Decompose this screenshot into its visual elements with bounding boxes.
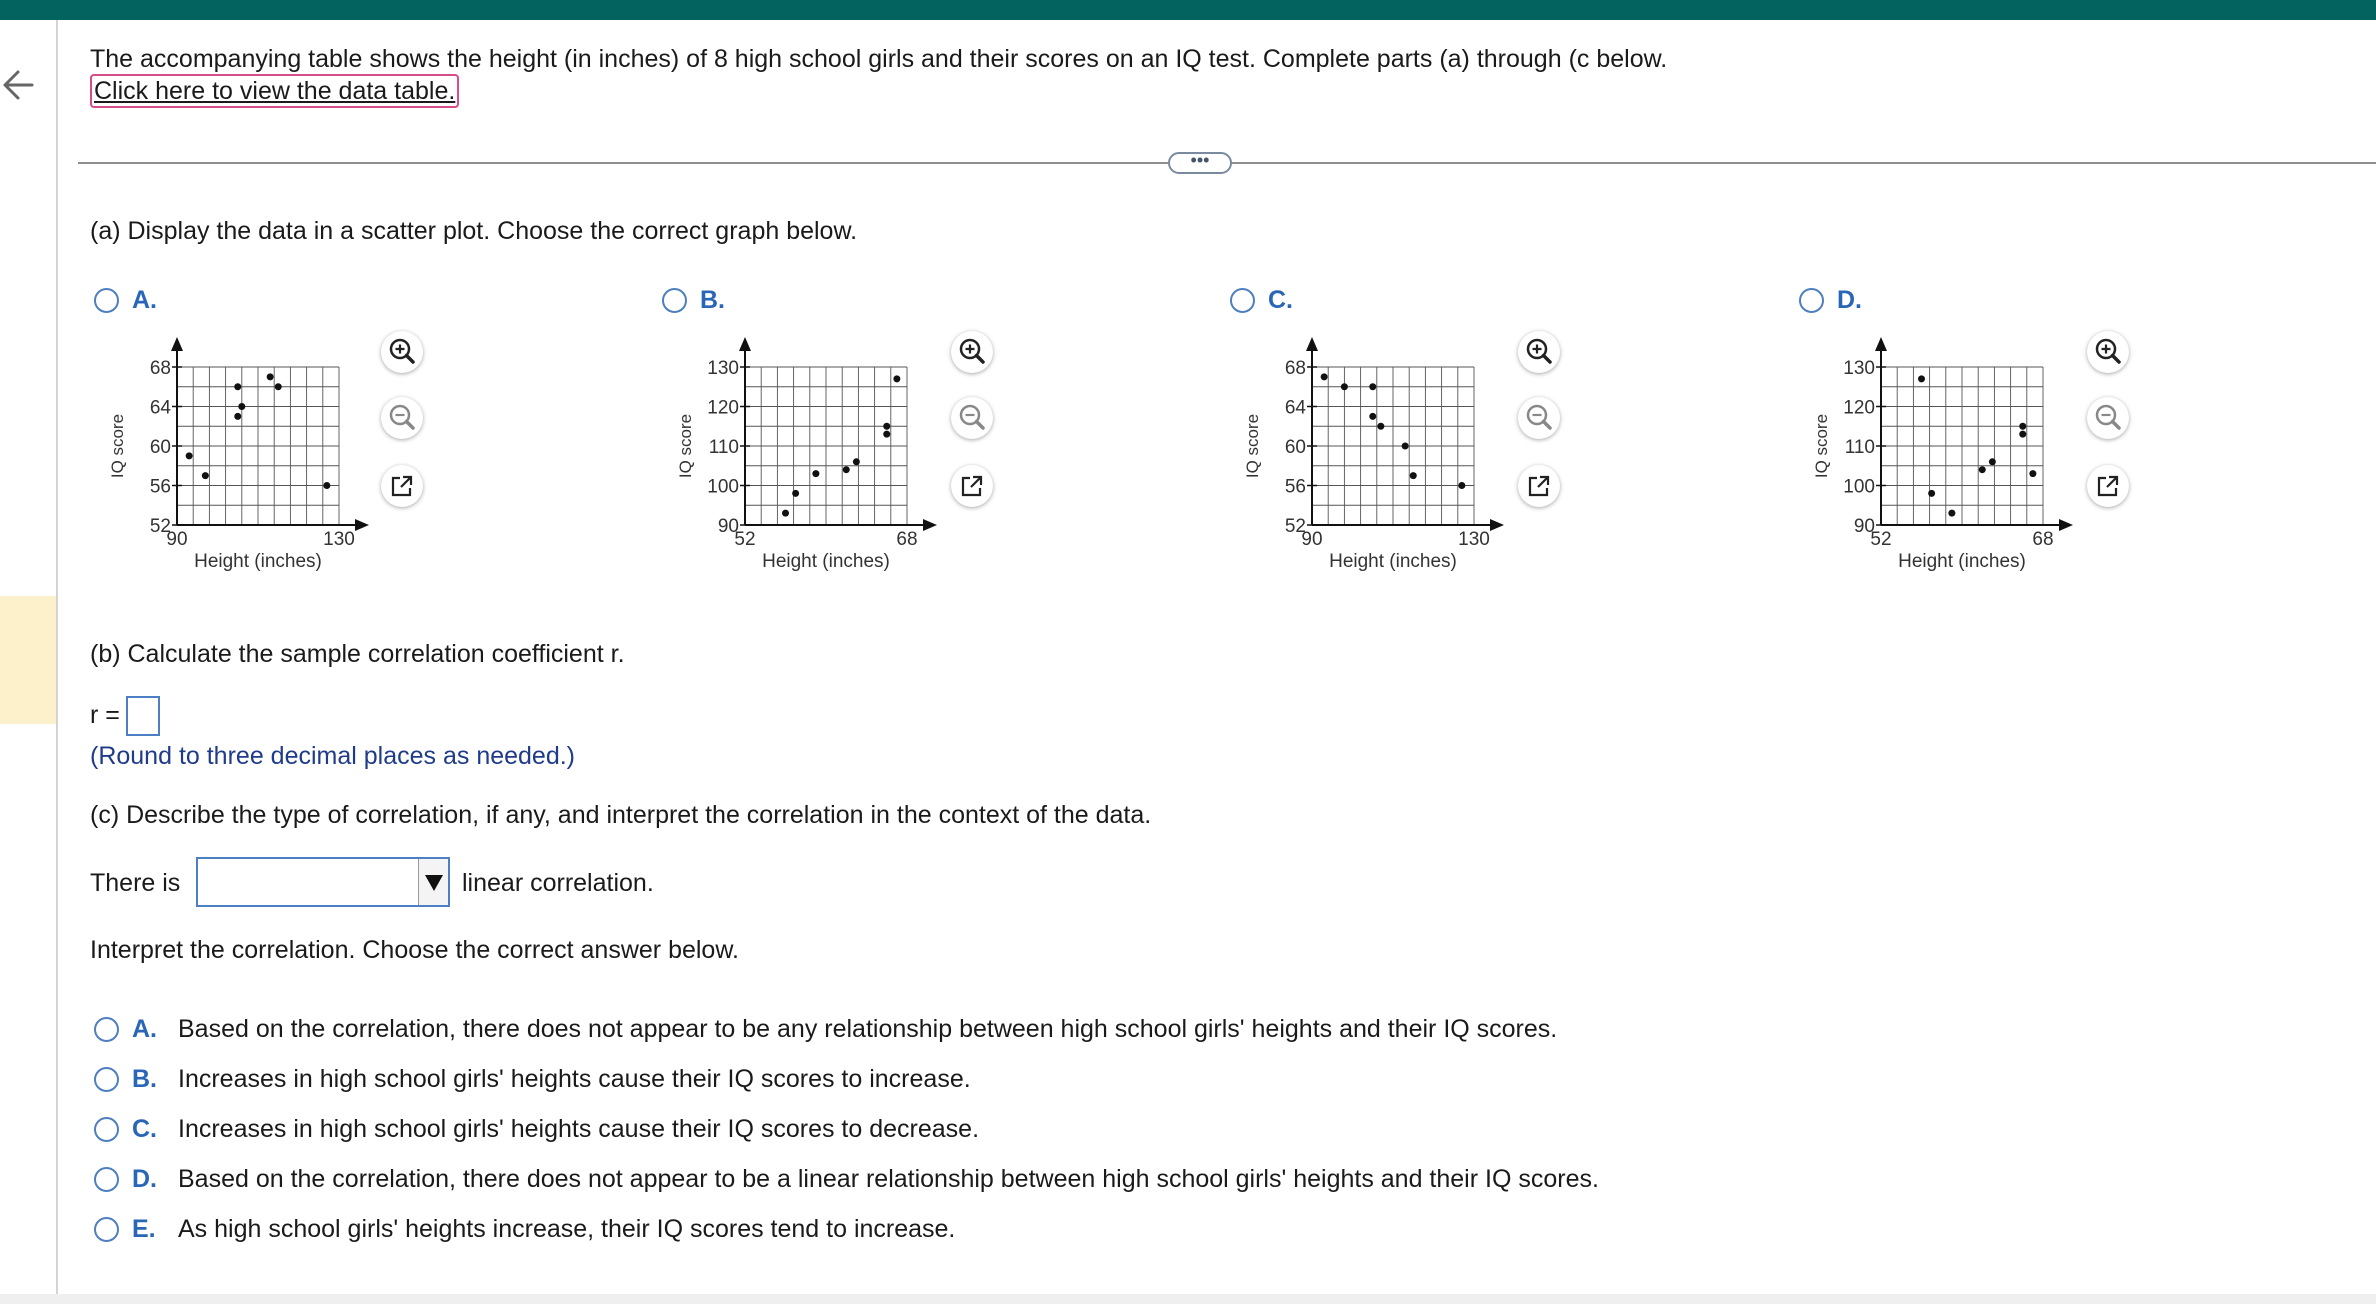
data-point (323, 482, 330, 489)
y-tick-label: 68 (149, 358, 171, 379)
x-tick-label: 52 (734, 529, 756, 550)
left-highlight-marker (0, 596, 56, 724)
data-point (2019, 431, 2026, 438)
y-axis-label: IQ score (1243, 413, 1262, 479)
data-point (186, 452, 193, 459)
zoom-in-icon[interactable] (2087, 331, 2129, 373)
answer-e-text: As high school girls' heights increase, their IQ scores tend to increase. (178, 1215, 956, 1243)
scatter-chart-a (95, 325, 355, 575)
data-point (1410, 472, 1417, 479)
y-tick-label: 110 (708, 437, 739, 458)
zoom-out-icon[interactable] (1518, 397, 1560, 439)
y-tick-label: 130 (707, 358, 739, 379)
open-new-window-icon[interactable] (2087, 465, 2129, 507)
data-table-link[interactable]: Click here to view the data table. (90, 74, 459, 108)
x-tick-label: 90 (166, 529, 188, 550)
answer-a-letter: A. (132, 1015, 157, 1043)
y-axis-arrow (1306, 337, 1318, 351)
dropdown-arrow-icon (418, 859, 448, 905)
data-point (238, 403, 245, 410)
option-b-radio[interactable] (662, 288, 687, 313)
scatter-plot (95, 325, 355, 575)
r-answer-input[interactable] (126, 696, 160, 736)
y-axis-arrow (1875, 337, 1887, 351)
data-point (1321, 373, 1328, 380)
zoom-in-icon[interactable] (951, 331, 993, 373)
y-tick-label: 52 (149, 516, 171, 537)
zoom-out-icon[interactable] (381, 397, 423, 439)
y-axis-arrow (739, 337, 751, 351)
scatter-plot (663, 325, 923, 575)
r-label: r = (90, 701, 120, 729)
x-axis-label: Height (inches) (1329, 551, 1457, 572)
y-tick-label: 120 (1843, 397, 1875, 419)
data-point (1989, 458, 1996, 465)
y-tick-label: 90 (717, 516, 739, 537)
data-point (853, 458, 860, 465)
x-tick-label: 130 (1458, 529, 1490, 550)
data-point (843, 466, 850, 473)
x-tick-label: 52 (1870, 529, 1892, 550)
y-tick-label: 68 (1284, 358, 1306, 379)
data-point (1377, 423, 1384, 430)
scatter-plot (1799, 325, 2059, 575)
answer-e-letter: E. (132, 1215, 156, 1243)
option-a-letter: A. (132, 286, 157, 314)
data-point (2029, 470, 2036, 477)
x-axis-label: Height (inches) (1898, 551, 2026, 572)
answer-c-radio[interactable] (94, 1117, 119, 1142)
rounding-note: (Round to three decimal places as needed.) (90, 742, 576, 770)
y-tick-label: 56 (149, 476, 171, 498)
answer-c-text: Increases in high school girls' heights cause their IQ scores to decrease. (178, 1115, 980, 1143)
part-b-prompt: (b) Calculate the sample correlation coefficient r. (90, 640, 625, 668)
y-axis-label: IQ score (1812, 413, 1831, 479)
x-tick-label: 68 (896, 529, 918, 550)
data-point (1928, 490, 1935, 497)
data-point (782, 510, 789, 517)
answer-d-radio[interactable] (94, 1167, 119, 1192)
data-point (883, 423, 890, 430)
option-d-radio[interactable] (1799, 288, 1824, 313)
y-tick-label: 64 (149, 397, 171, 419)
more-button[interactable]: ••• (1168, 152, 1232, 174)
y-tick-label: 90 (1853, 516, 1875, 537)
left-divider (56, 20, 58, 1304)
open-new-window-icon[interactable] (951, 465, 993, 507)
data-point (893, 375, 900, 382)
x-axis-arrow (355, 519, 369, 531)
scatter-chart-b (663, 325, 923, 575)
y-tick-label: 52 (1284, 516, 1306, 537)
y-tick-label: 120 (707, 397, 739, 419)
there-is-label: There is (90, 869, 181, 897)
back-arrow-icon[interactable] (0, 60, 40, 110)
data-point (1918, 375, 1925, 382)
option-c-radio[interactable] (1230, 288, 1255, 313)
x-axis-arrow (1490, 519, 1504, 531)
answer-a-radio[interactable] (94, 1017, 119, 1042)
option-a-radio[interactable] (94, 288, 119, 313)
zoom-out-icon[interactable] (2087, 397, 2129, 439)
option-d-letter: D. (1837, 286, 1862, 314)
data-point (1979, 466, 1986, 473)
correlation-type-dropdown[interactable] (196, 857, 450, 907)
y-tick-label: 56 (1284, 476, 1306, 498)
interpret-prompt: Interpret the correlation. Choose the correct answer below. (90, 936, 739, 964)
data-point (792, 490, 799, 497)
data-point (1369, 383, 1376, 390)
x-axis-label: Height (inches) (194, 551, 322, 572)
data-point (275, 383, 282, 390)
scatter-chart-d (1799, 325, 2059, 575)
x-tick-label: 90 (1301, 529, 1323, 550)
answer-b-letter: B. (132, 1065, 157, 1093)
answer-e-radio[interactable] (94, 1217, 119, 1242)
y-tick-label: 64 (1284, 397, 1306, 419)
part-c-prompt: (c) Describe the type of correlation, if any, and interpret the correlation in the context of the data. (90, 801, 1152, 829)
data-point (202, 472, 209, 479)
data-point (1458, 482, 1465, 489)
data-point (1948, 510, 1955, 517)
data-point (1402, 443, 1409, 450)
answer-b-radio[interactable] (94, 1067, 119, 1092)
x-tick-label: 68 (2032, 529, 2054, 550)
question-intro: The accompanying table shows the height (in inches) of 8 high school girls and their scores on an IQ test. Complete parts (a) through (c below. (90, 45, 1668, 73)
y-axis-label: IQ score (108, 413, 127, 479)
data-point (2019, 423, 2026, 430)
data-point (234, 383, 241, 390)
scatter-chart-c (1230, 325, 1490, 575)
data-point (267, 373, 274, 380)
data-point (234, 413, 241, 420)
scatter-plot (1230, 325, 1490, 575)
option-b-letter: B. (700, 286, 725, 314)
y-tick-label: 100 (1843, 476, 1875, 498)
y-tick-label: 130 (1843, 358, 1875, 379)
y-axis-label: IQ score (676, 413, 695, 479)
open-new-window-icon[interactable] (381, 465, 423, 507)
linear-correlation-label: linear correlation. (462, 869, 654, 897)
answer-a-text: Based on the correlation, there does not appear to be any relationship between high school girls' heights and their IQ scores. (178, 1015, 1558, 1043)
bottom-scroll-band (0, 1294, 2376, 1304)
part-a-prompt: (a) Display the data in a scatter plot. Choose the correct graph below. (90, 217, 858, 245)
top-banner (0, 0, 2376, 20)
y-tick-label: 110 (1844, 437, 1875, 458)
x-tick-label: 130 (323, 529, 355, 550)
data-point (883, 431, 890, 438)
data-point (1341, 383, 1348, 390)
y-tick-label: 100 (707, 476, 739, 498)
x-axis-arrow (2059, 519, 2073, 531)
zoom-in-icon[interactable] (381, 331, 423, 373)
option-c-letter: C. (1268, 286, 1293, 314)
open-new-window-icon[interactable] (1518, 465, 1560, 507)
y-tick-label: 60 (1284, 437, 1306, 458)
x-axis-label: Height (inches) (762, 551, 890, 572)
answer-d-letter: D. (132, 1165, 157, 1193)
y-axis-arrow (171, 337, 183, 351)
answer-d-text: Based on the correlation, there does not appear to be a linear relationship between high school girls' heights and their IQ scores. (178, 1165, 1599, 1193)
data-point (1369, 413, 1376, 420)
data-point (812, 470, 819, 477)
y-tick-label: 60 (149, 437, 171, 458)
x-axis-arrow (923, 519, 937, 531)
answer-c-letter: C. (132, 1115, 157, 1143)
answer-b-text: Increases in high school girls' heights cause their IQ scores to increase. (178, 1065, 971, 1093)
zoom-in-icon[interactable] (1518, 331, 1560, 373)
zoom-out-icon[interactable] (951, 397, 993, 439)
